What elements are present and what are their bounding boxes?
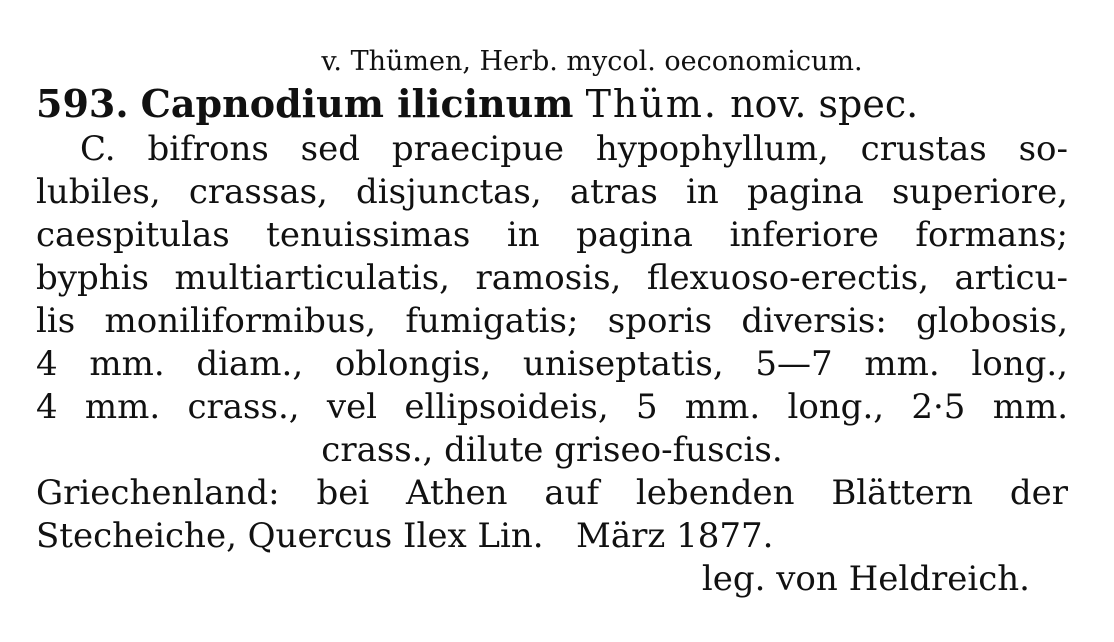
species-author: Thüm. <box>585 82 718 126</box>
description-line: 4 mm. crass., vel ellipsoideis, 5 mm. long., 2·5 mm. <box>36 387 1068 427</box>
locality-line: Stecheiche, Quercus Ilex Lin. März 1877. <box>36 516 774 556</box>
species-status: nov. spec. <box>730 82 919 126</box>
collector: leg. von Heldreich. <box>701 559 1030 599</box>
description-line: C. bifrons sed praecipue hypophyllum, crustas so- <box>80 129 1068 169</box>
description <box>36 128 1068 472</box>
description-line: lubiles, crassas, disjunctas, atras in pagina superiore, <box>36 172 1068 212</box>
description-line: lis moniliformibus, fumigatis; sporis diversis: globosis, <box>36 301 1068 341</box>
description-line: byphis multiarticulatis, ramosis, flexuoso-erectis, articu- <box>36 258 1068 298</box>
series-header: v. Thümen, Herb. mycol. oeconomicum. <box>321 46 863 77</box>
specimen-number: 593. <box>36 81 129 126</box>
herbarium-label <box>36 42 1068 601</box>
description-line: caespitulas tenuissimas in pagina inferiore formans; <box>36 215 1068 255</box>
locality <box>36 472 1068 558</box>
description-line: 4 mm. diam., oblongis, uniseptatis, 5—7 mm. long., <box>36 344 1068 384</box>
description-line: crass., dilute griseo-fuscis. <box>321 430 783 470</box>
species-title <box>36 82 1068 128</box>
locality-line: Griechenland: bei Athen auf lebenden Blättern der <box>36 473 1068 513</box>
species-name: Capnodium ilicinum <box>140 81 574 126</box>
